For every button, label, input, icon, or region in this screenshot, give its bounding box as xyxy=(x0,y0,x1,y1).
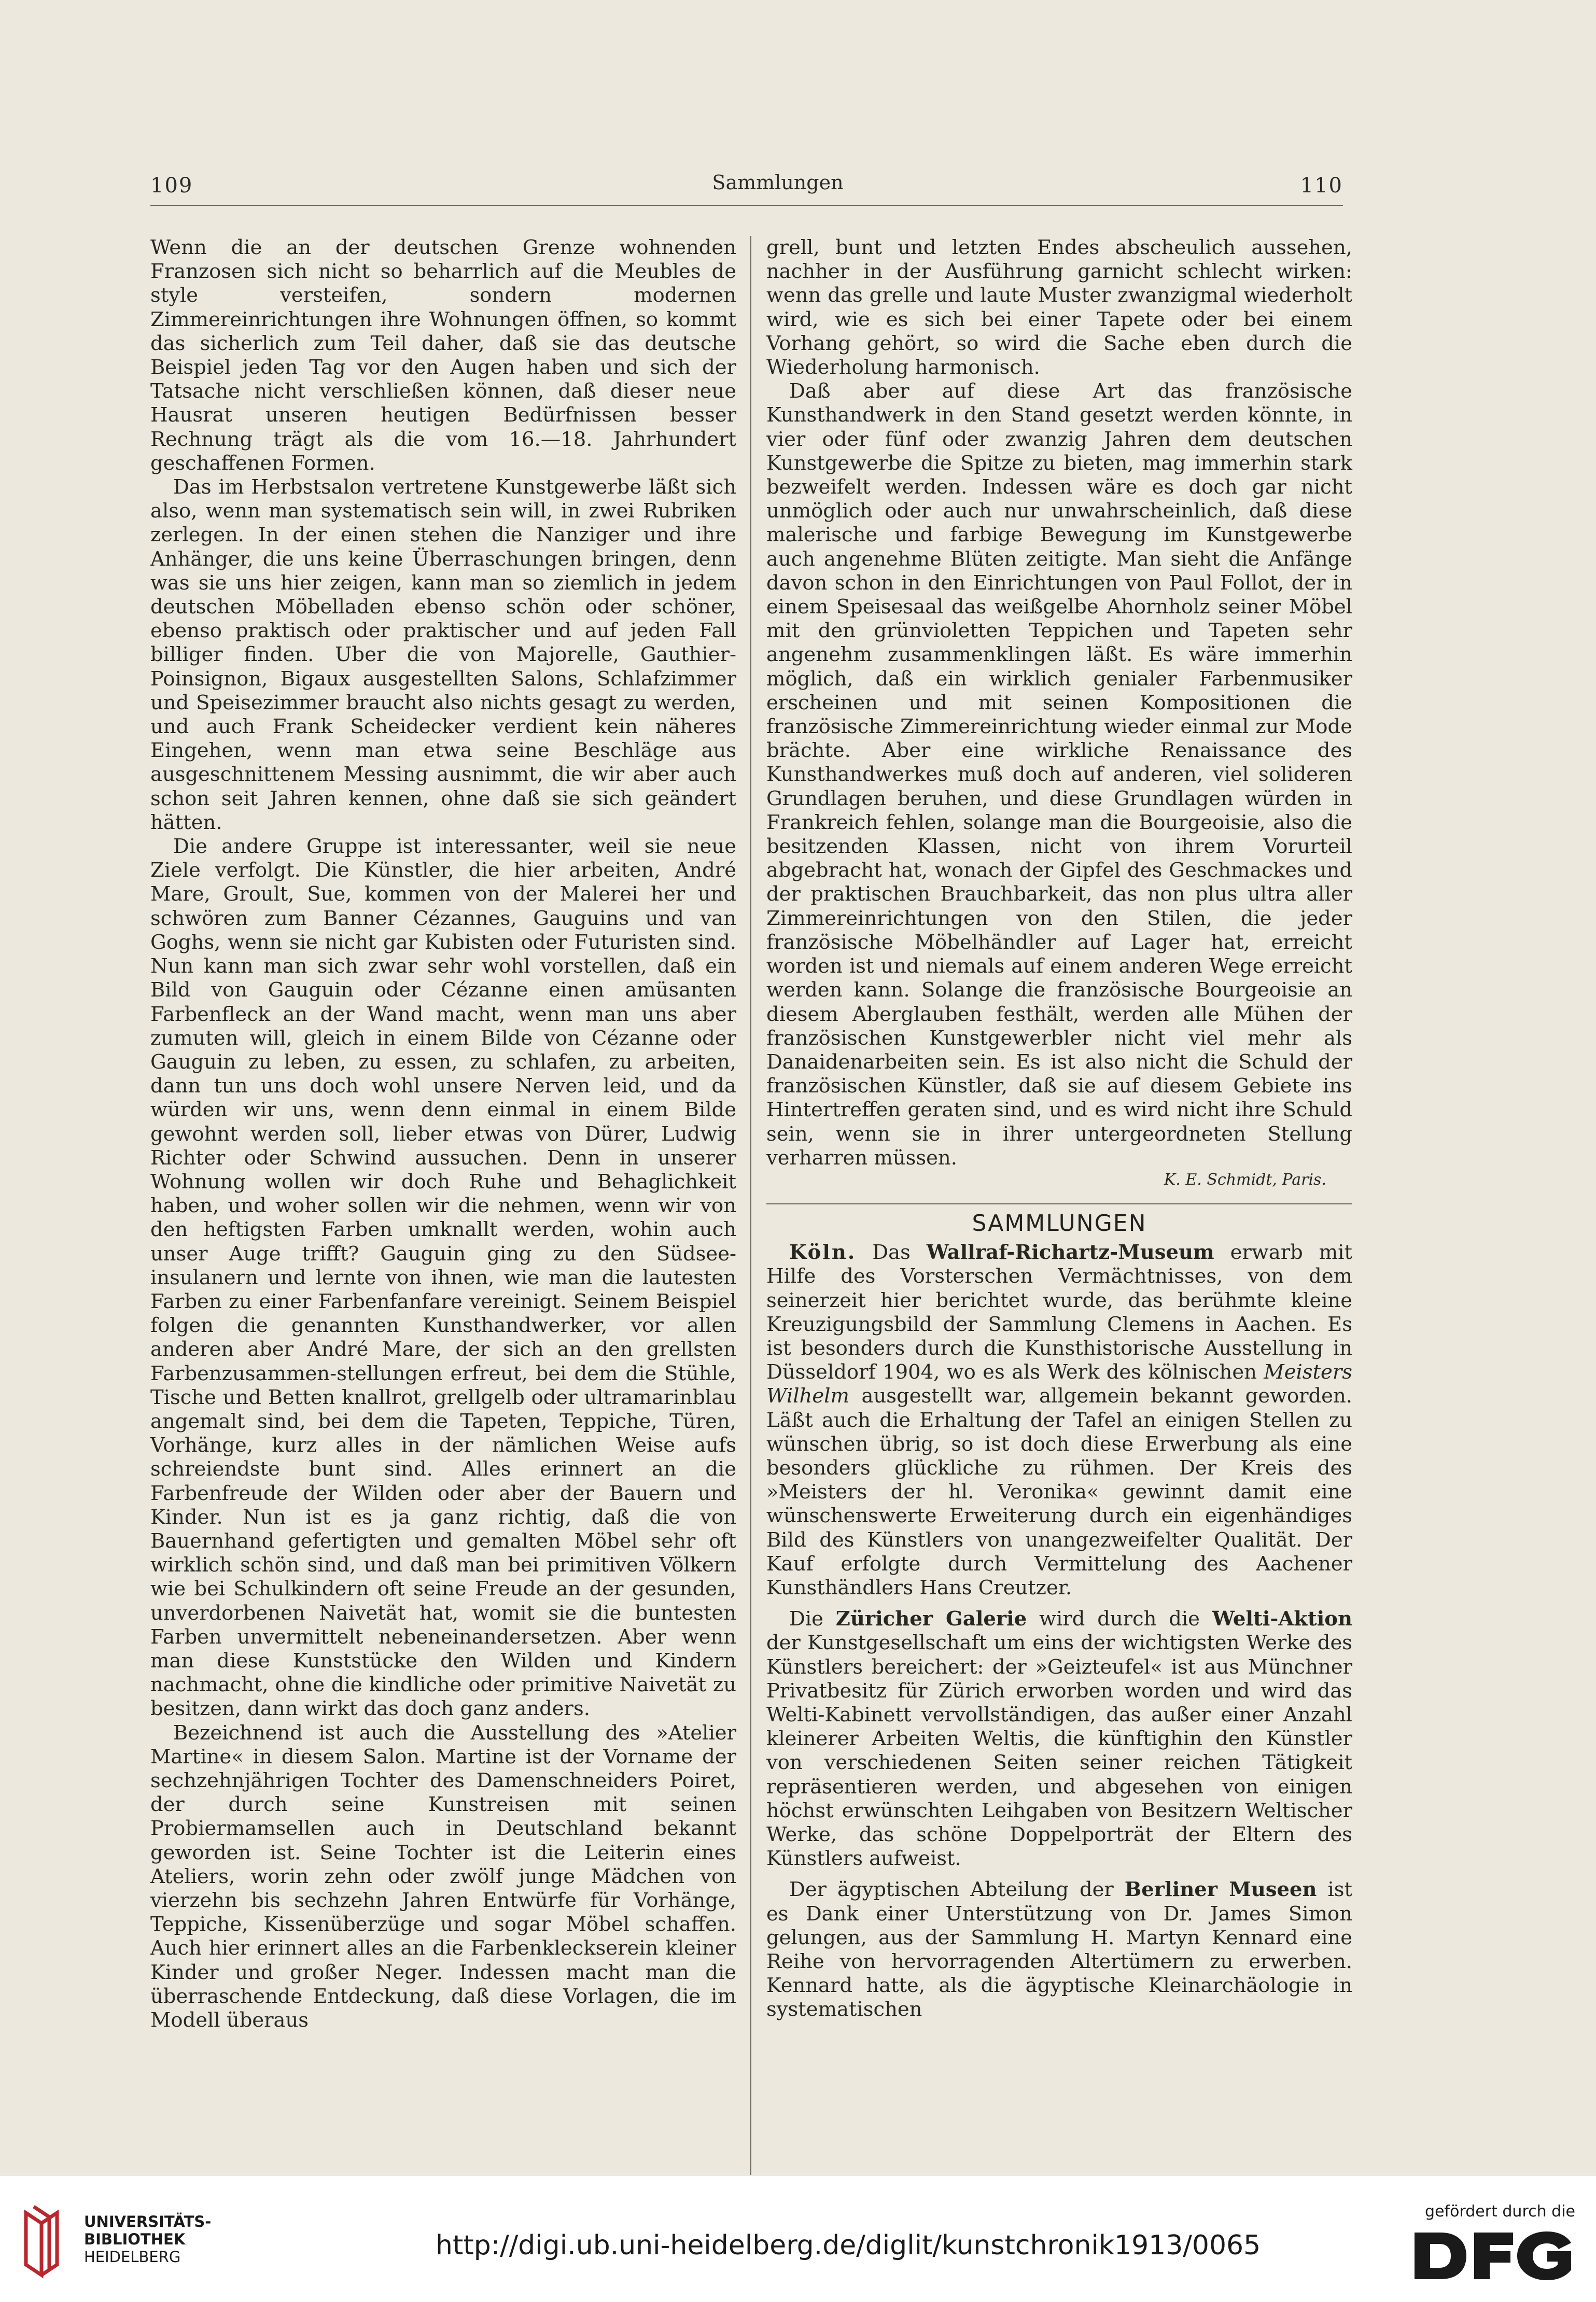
text-run: Die xyxy=(789,1607,823,1631)
paragraph: Die andere Gruppe ist interessanter, weil sie neue Ziele verfolgt. Die Künstler, die hier arbeiten, André Mare, Groult, Sue, kommen von der Malerei her und schwören zum Banner Cézannes, Gauguins und van Goghs, wenn sie nicht gar Kubisten oder Futuristen sind. Nun kann man sich zwar sehr wohl vorstellen, daß ein Bild von Gauguin oder Cézanne einen amüsanten Farbenfleck an der Wand macht, wenn man uns aber zumuten will, gleich in einem Bilde von Cézanne oder Gauguin zu leben, zu essen, zu schlafen, zu arbeiten, dann tun uns doch wohl unsere Nerven leid, und da würden wir uns, wenn denn einmal in einem Bilde gewohnt werden soll, lieber etwas von Dürer, Ludwig Richter oder Schwind aussuchen. Denn in unserer Wohnung wollen wir doch Ruhe und Behaglichkeit haben, und woher sollen wir die nehmen, wenn wir von den heftigsten Farben umknallt werden, wohin auch unser Auge trifft? Gauguin ging zu den Südsee-insulanern und lernte von ihnen, wie man die lautesten Farben zu einer Farbenfanfare vereinigt. Seinem Beispiel folgen die genannten Kunsthandwerker, vor allen anderen aber André Mare, der sich an den grellsten Farbenzusammen-stellungen erfreut, bei dem die Stühle, Tische und Betten knallrot, grellgelb oder ultramarinblau angemalt sind, bei dem die Tapeten, Teppiche, Türen, Vorhänge, kurz alles in der nämlichen Weise aufs schreiendste bunt sind. Alles erinnert an die Farbenfreude der Wilden oder aber der Bauern und Kinder. Nun ist es ja ganz richtig, daß die von Bauernhand gefertigten und gemalten Möbel sehr oft wirklich schön sind, und daß man bei primitiven Völkern wie bei Schulkindern oft seine Freude an der gesunden, unverdorbenen Naivetät hat, womit sie die buntesten Farben unvermittelt nebeneinandersetzen. Aber wenn man diese Kunststücke den Wilden und Kindern nachmacht, ohne die kindliche oder primitive Naivetät zu besitzen, dann wirkt das doch ganz anders. xyxy=(150,835,736,1721)
page-number-right: 110 xyxy=(1300,174,1343,198)
column-divider xyxy=(750,236,751,2201)
city-name: Köln. xyxy=(789,1241,857,1265)
paragraph: Daß aber auf diese Art das französische Kunsthandwerk in den Stand gesetzt werden könnte, in vier oder fünf oder zwanzig Jahren dem deutschen Kunstgewerbe die Spitze zu bieten, mag immerhin stark bezweifelt werden. Indessen wäre es doch gar nicht unmöglich oder auch nur unwahrscheinlich, daß diese malerische und farbige Bewegung im Kunstgewerbe auch angenehme Blüten zeitigte. Man sieht die Anfänge davon schon in den Einrichtungen von Paul Follot, der in einem Speisesaal das weißgelbe Ahornholz seiner Möbel mit den grünvioletten Teppichen und Tapeten sehr angenehm zusammenklingen läßt. Es wäre immerhin möglich, daß ein wirklich genialer Farbenmusiker erscheinen und mit seinen Kompositionen die französische Zimmereinrichtung wieder einmal zur Mode brächte. Aber eine wirkliche Renaissance des Kunsthandwerkes muß doch auf anderen, viel solideren Grundlagen beruhen, und diese Grundlagen würden in Frankreich fehlen, solange man die Bourgeoisie, also die besitzenden Klassen, nicht von ihrem Vorurteil abgebracht hat, wonach der Gipfel des Geschmackes und der praktischen Brauchbarkeit, das non plus ultra aller Zimmereinrichtungen von den Stilen, die jeder französische Möbelhändler auf Lager hat, erreicht worden ist und niemals auf einem anderen Wege erreicht werden kann. Solange die französische Bourgeoisie an diesem Aberglauben festhält, werden alle Mühen der französischen Kunstgewerbler nicht viel mehr als Danaidenarbeiten sein. Es ist also nicht die Schuld der französischen Künstler, daß sie auf diesem Gebiete ins Hintertreffen geraten sind, und es wird nicht ihre Schuld sein, wenn sie in ihrer untergeordneten Stellung verharren müssen. xyxy=(766,380,1352,1170)
right-column xyxy=(766,236,1352,2022)
news-item-koeln xyxy=(766,1241,1352,1600)
text-run: Das xyxy=(872,1241,911,1265)
text-run: ausgestellt war, allgemein bekannt geworden. Läßt auch die Erhaltung der Tafel an einigen Stellen zu wünschen übrig, so ist doch diese Erwerbung als eine besonders glückliche zu rühmen. Der Kreis des »Meisters der hl. Veronika« gewinnt damit eine wünschenswerte Erweiterung durch ein eigenhändiges Bild des Künstlers von unangezweifelter Qualität. Der Kauf erfolgte durch Vermittelung des Aachener Kunsthändlers Hans Creutzer. xyxy=(766,1384,1352,1599)
museum-name: Wallraf-Richartz-Museum xyxy=(926,1241,1214,1265)
paragraph: grell, bunt und letzten Endes abscheulich aussehen, nachher in der Ausführung garnicht schlecht wirken: wenn das grelle und laute Muster zwanzigmal wiederholt wird, wie es sich bei einer Tapete oder bei einem Vorhang gehört, so wird die Sache eben durch die Wiederholung harmonisch. xyxy=(766,236,1352,380)
museum-name: Berliner Museen xyxy=(1124,1878,1317,1902)
text-run: ist es Dank einer Unterstützung von Dr. James Simon gelungen, aus der Sammlung H. Martyn Kennard eine Reihe von hervorragenden Altertümern zu erwerben. Kennard hatte, als die ägyptische Kleinarchäologie in systematischen xyxy=(766,1878,1352,2022)
action-name: Welti-Aktion xyxy=(1212,1607,1352,1631)
running-head: Sammlungen xyxy=(712,171,844,194)
viewer-footer xyxy=(0,2175,1596,2302)
news-item-zuerich xyxy=(766,1607,1352,1871)
header-rule xyxy=(150,205,1343,206)
author-signature: K. E. Schmidt, Paris. xyxy=(1164,1170,1326,1189)
news-item-berlin xyxy=(766,1878,1352,2022)
section-rule xyxy=(766,1203,1352,1204)
text-run: wird durch die xyxy=(1039,1607,1200,1631)
university-library-logo-icon xyxy=(21,2202,62,2280)
library-name-line: HEIDELBERG xyxy=(84,2248,181,2266)
text-run: erwarb mit Hilfe des Vorsterschen Vermächtnisses, von dem seinerzeit hier berichtet wurde, das berühmte kleine Kreuzigungsbild der Sammlung Clemens in Aachen. Es ist besonders durch die Kunsthistorische Ausstellung in Düsseldorf 1904, wo es als Werk des kölnischen xyxy=(766,1241,1352,1384)
funding-label: gefördert durch die xyxy=(1425,2202,1575,2221)
paragraph: Wenn die an der deutschen Grenze wohnenden Franzosen sich nicht so beharrlich auf die Meubles de style versteifen, sondern modernen Zimmereinrichtungen ihre Wohnungen öffnen, so kommt das sicherlich zum Teil daher, daß sie das deutsche Beispiel jeden Tag vor den Augen haben und sich der Tatsache nicht verschließen können, daß dieser neue Hausrat unseren heutigen Bedürfnissen besser Rechnung trägt als die vom 16.—18. Jahrhundert geschaffenen Formen. xyxy=(150,236,736,475)
library-name-line: UNIVERSITÄTS- xyxy=(84,2213,212,2230)
dfg-logo-icon xyxy=(1409,2227,1575,2284)
paragraph: Das im Herbstsalon vertretene Kunstgewerbe läßt sich also, wenn man systematisch sein will, in zwei Rubriken zerlegen. In der einen stehen die Nanziger und ihre Anhänger, die uns keine Überraschungen bringen, denn was sie uns hier zeigen, kann man so ziemlich in jedem deutschen Möbelladen ebenso schön oder schöner, ebenso praktisch oder praktischer und auf jeden Fall billiger finden. Uber die von Majorelle, Gauthier-Poinsignon, Bigaux ausgestellten Salons, Schlafzimmer und Speisezimmer braucht also nichts gesagt zu werden, und auch Frank Scheidecker verdient kein näheres Eingehen, wenn man etwa seine Beschläge aus ausgeschnittenem Messing ausnimmt, die wir aber auch schon seit Jahren kennen, ohne daß sie sich geändert hätten. xyxy=(150,475,736,834)
library-name-line: BIBLIOTHEK xyxy=(84,2230,186,2248)
paragraph: Bezeichnend ist auch die Ausstellung des »Atelier Martine« in diesem Salon. Martine ist der Vorname der sechzehnjährigen Tochter des Damenschneiders Poiret, der durch seine Kunstreisen mit seinen Probiermamsellen auch in Deutschland bekannt geworden ist. Seine Tochter ist die Leiterin eines Ateliers, worin zehn oder zwölf junge Mädchen von vierzehn bis sechzehn Jahren Entwürfe für Vorhänge, Teppiche, Kissenüberzüge und sogar Möbel schaffen. Auch hier erinnert alles an die Farbenkleckserein kleiner Kinder und großer Neger. Indessen macht man die überraschende Entdeckung, daß diese Vorlagen, die im Modell überaus xyxy=(150,1721,736,2032)
artist-name: Meisters Wilhelm xyxy=(766,1360,1352,1408)
university-library-name xyxy=(84,2213,211,2266)
gallery-name: Züricher Galerie xyxy=(835,1607,1027,1631)
section-title: SAMMLUNGEN xyxy=(972,1210,1147,1237)
page-number-left: 109 xyxy=(150,174,193,198)
permalink-url[interactable]: http://digi.ub.uni-heidelberg.de/diglit/kunstchronik1913/0065 xyxy=(436,2230,1261,2261)
text-run: der Kunstgesellschaft um eins der wichtigsten Werke des Künstlers bereichert: der »Geizteufel« ist aus Münchner Privatbesitz für Zürich erworben worden und wird das Welti-Kabinett vervollständigen, das außer einer Anzahl kleinerer Arbeiten Weltis, die künftighin den Künstler von verschiedenen Seiten seiner reichen Tätigkeit repräsentieren werden, und abgesehen von einigen höchst erwünschten Leihgaben von Besitzern Weltischer Werke, das schöne Doppelporträt der Eltern des Künstlers aufweist. xyxy=(766,1631,1352,1871)
left-column xyxy=(150,236,736,2032)
text-run: Der ägyptischen Abteilung der xyxy=(789,1878,1114,1902)
